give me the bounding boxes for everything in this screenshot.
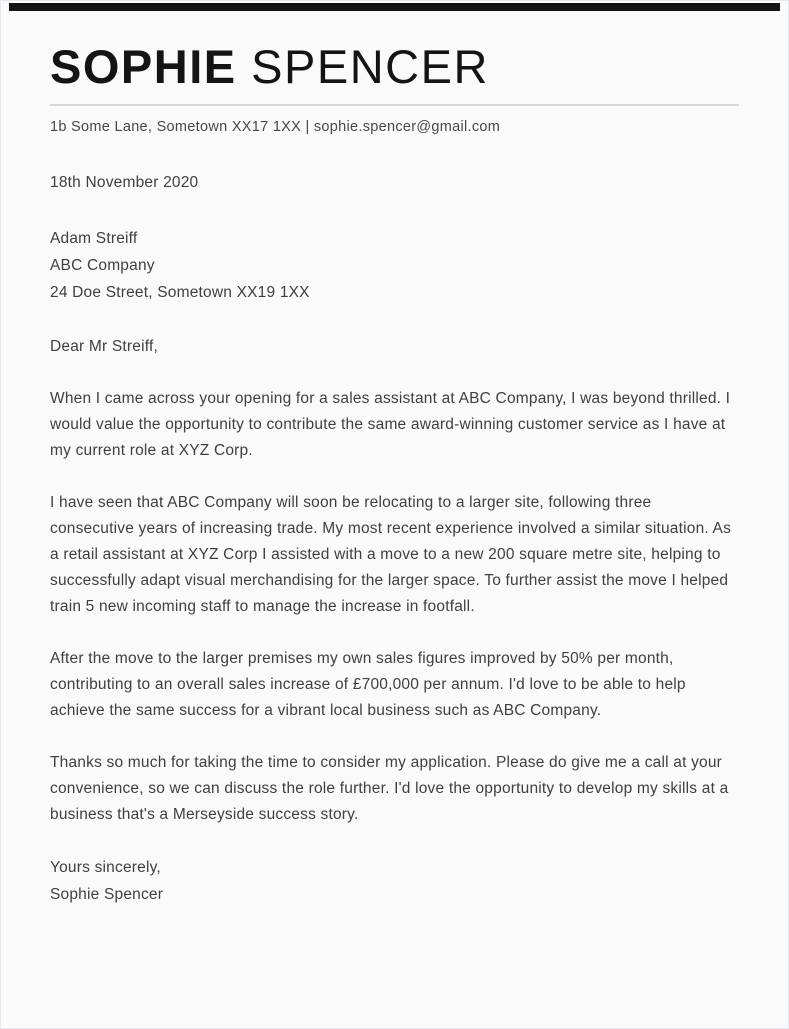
letter-header xyxy=(50,41,739,135)
candidate-last-name: SPENCER xyxy=(251,40,489,93)
recipient-company: ABC Company xyxy=(50,256,155,274)
letter-content xyxy=(1,1,788,908)
recipient-block xyxy=(50,225,739,306)
paragraph-opening: When I came across your opening for a sales assistant at ABC Company, I was beyond thrilled. I would value the opportunity to contribute the same award-winning customer service as I have at my current role at XYZ Corp. xyxy=(50,389,731,459)
salutation: Dear Mr Streiff, xyxy=(50,337,158,355)
candidate-first-name: SOPHIE xyxy=(50,40,237,93)
paragraph-thanks: Thanks so much for taking the time to consider my application. Please do give me a call at your convenience, so we can discuss the role further. I'd love the opportunity to develop my skills at a business that's a Merseyside success story. xyxy=(50,753,729,823)
paragraph-results: After the move to the larger premises my own sales figures improved by 50% per month, contributing to an overall sales increase of £700,000 per annum. I'd love to be able to help achieve the same success for a vibrant local business such as ABC Company. xyxy=(50,649,686,719)
letter-date: 18th November 2020 xyxy=(50,173,199,191)
closing-phrase: Yours sincerely, xyxy=(50,858,161,876)
paragraph-experience: I have seen that ABC Company will soon be relocating to a larger site, following three consecutive years of increasing trade. My most recent experience involved a similar situation. As a retail assistant at XYZ Corp I assisted with a move to a new 200 square metre site, helping to successfully adapt visual merchandising for the larger space. To further assist the move I helped train 5 new incoming staff to manage the increase in footfall. xyxy=(50,493,732,615)
recipient-address: 24 Doe Street, Sometown XX19 1XX xyxy=(50,283,310,301)
closing-block xyxy=(50,854,739,908)
candidate-name-heading xyxy=(50,41,739,93)
recipient-name: Adam Streiff xyxy=(50,229,138,247)
signature-name: Sophie Spencer xyxy=(50,885,164,903)
letter-body xyxy=(50,170,739,908)
contact-info-line: 1b Some Lane, Sometown XX17 1XX | sophie.spencer@gmail.com xyxy=(50,118,501,135)
top-accent-bar xyxy=(9,3,780,11)
header-divider xyxy=(50,104,739,106)
